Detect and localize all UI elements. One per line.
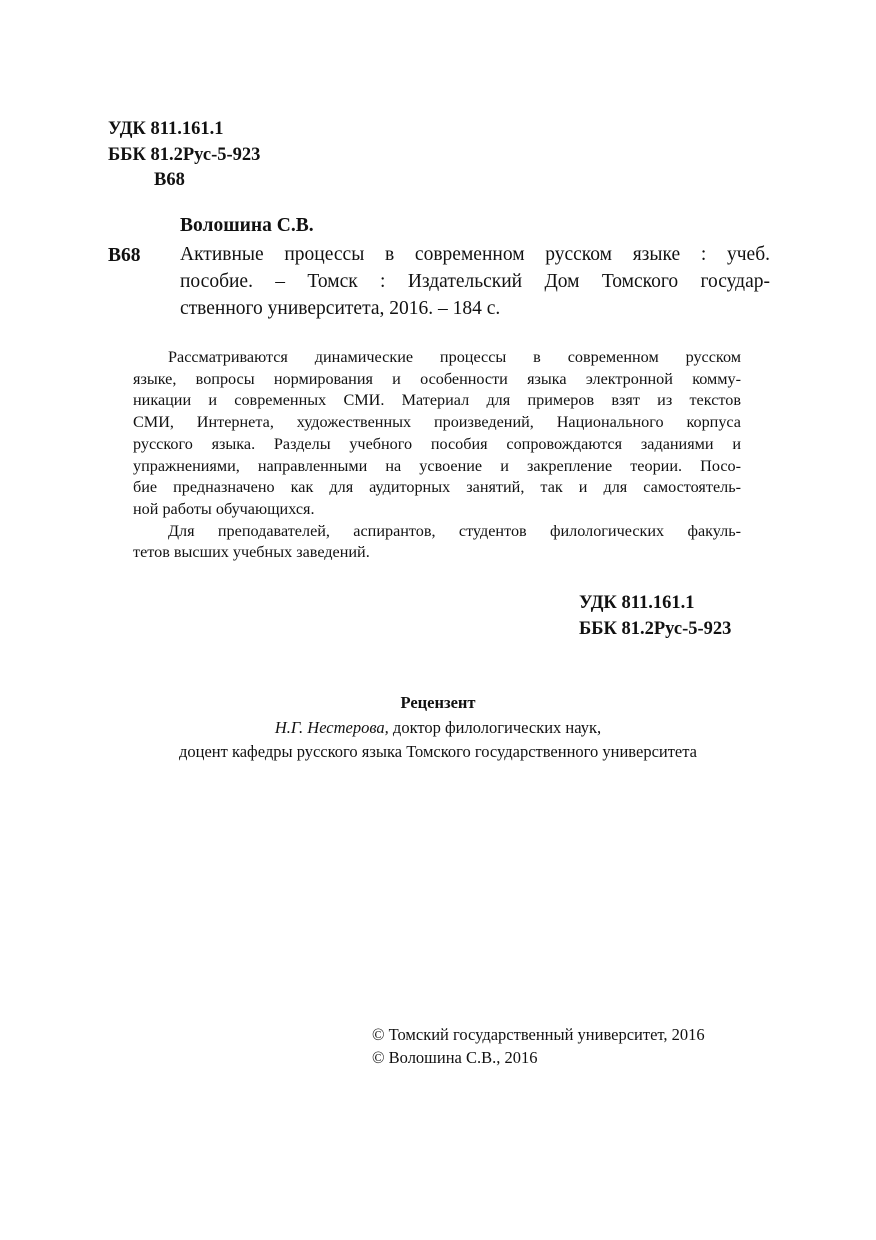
reviewer-block <box>0 691 876 765</box>
reviewer-name-line <box>0 716 876 741</box>
bibliographic-description <box>180 241 770 322</box>
abstract-line: СМИ, Интернета, художественных произведений, Национального корпуса <box>133 413 741 432</box>
abstract-line: русского языка. Разделы учебного пособия сопровождаются заданиями и <box>133 434 741 453</box>
abstract-line: тетов высших учебных заведений. <box>133 543 370 562</box>
copyright-author: © Волошина С.В., 2016 <box>372 1048 538 1067</box>
udk-code-bottom: УДК 811.161.1 <box>579 593 695 613</box>
bbk-code-bottom: ББК 81.2Рус-5-923 <box>579 618 732 639</box>
abstract-line: упражнениями, направленными на усвоение и закрепление теории. Посо- <box>133 456 741 475</box>
bib-line: ственного университета, 2016. – 184 с. <box>180 298 501 319</box>
copyright-block <box>372 1023 705 1069</box>
bib-line: пособие. – Томск : Издательский Дом Томского государ- <box>180 271 770 292</box>
abstract-line: Для преподавателей, аспирантов, студентов филологических факуль- <box>168 521 741 540</box>
abstract-line: никации и современных СМИ. Материал для примеров взят из текстов <box>133 391 741 410</box>
abstract <box>133 347 741 564</box>
abstract-line: языке, вопросы нормирования и особенности языка электронной комму- <box>133 369 741 388</box>
reviewer-position: доцент кафедры русского языка Томского государственного университета <box>178 742 697 761</box>
udk-code: УДК 811.161.1 <box>108 119 224 139</box>
abstract-line: бие предназначено как для аудиторных занятий, так и для самостоятель- <box>133 478 741 497</box>
bbk-code: ББК 81.2Рус-5-923 <box>108 144 261 165</box>
abstract-line: ной работы обучающихся. <box>133 499 315 518</box>
reviewer-degree: доктор филологических наук, <box>388 717 602 737</box>
header-classification-codes <box>108 117 260 194</box>
bib-line: Активные процессы в современном русском языке : учеб. <box>180 244 770 265</box>
copyright-university: © Томский государственный университет, 2016 <box>372 1025 705 1044</box>
footer-classification-codes <box>579 591 731 642</box>
abstract-line: Рассматриваются динамические процессы в современном русском <box>168 348 741 366</box>
reviewer-name: Н.Г. Нестерова, <box>274 717 389 737</box>
author-mark-left: В68 <box>108 245 141 266</box>
author-name: Волошина С.В. <box>180 215 314 236</box>
reviewer-title: Рецензент <box>400 693 476 712</box>
author-mark: В68 <box>154 170 185 190</box>
